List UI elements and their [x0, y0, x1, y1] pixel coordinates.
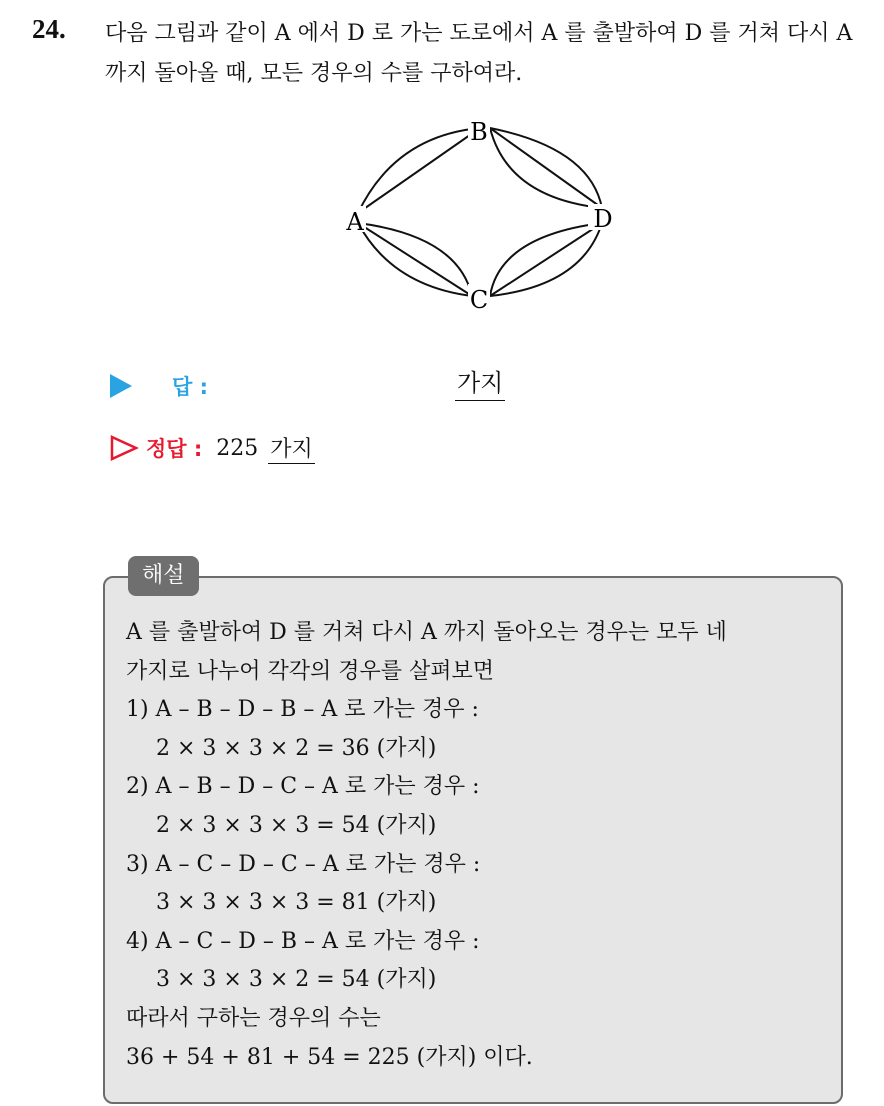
road-diagram — [340, 118, 630, 318]
node-label-b: B — [470, 118, 488, 146]
solution-line: 1) A – B – D – B – A 로 가는 경우 : — [126, 697, 479, 723]
road-a-c-2 — [358, 223, 472, 296]
answer-unit: 가지 — [455, 366, 505, 401]
correct-answer-value: 225 — [216, 435, 259, 461]
solution-line: 36 + 54 + 81 + 54 = 225 (가지) 이다. — [126, 1044, 533, 1070]
solution-line: 2 × 3 × 3 × 3 = 54 (가지) — [156, 812, 437, 838]
solution-tag: 해설 — [128, 556, 199, 596]
road-edges — [358, 128, 602, 296]
question-number: 24. — [32, 14, 66, 44]
solution-line: 따라서 구하는 경우의 수는 — [126, 1005, 381, 1031]
solution-line: 2 × 3 × 3 × 2 = 36 (가지) — [156, 735, 437, 761]
solution-line: 4) A – C – D – B – A 로 가는 경우 : — [126, 928, 480, 954]
solution-line: 2) A – B – D – C – A 로 가는 경우 : — [126, 774, 480, 800]
node-label-a: A — [346, 208, 364, 236]
solution-line: A 를 출발하여 D 를 거쳐 다시 A 까지 돌아오는 경우는 모두 네 — [126, 620, 727, 645]
node-label-d: D — [593, 205, 613, 233]
road-c-d-2 — [490, 223, 602, 296]
solution-line: 3 × 3 × 3 × 3 = 81 (가지) — [156, 890, 437, 916]
correct-answer-row — [110, 430, 315, 466]
solution-line: 가지로 나누어 각각의 경우를 살펴보면 — [126, 658, 495, 684]
outline-triangle-icon — [110, 435, 140, 461]
question-text: 다음 그림과 같이 A 에서 D 로 가는 도로에서 A 를 출발하여 D 를 거쳐 다시 A 까지 돌아올 때, 모든 경우의 수를 구하여라. — [105, 21, 853, 86]
answer-row — [110, 366, 208, 406]
road-a-b-2 — [358, 128, 480, 213]
solution-line: 3 × 3 × 3 × 2 = 54 (가지) — [156, 967, 437, 993]
answer-label: 답 : — [172, 375, 208, 399]
road-b-d-2 — [490, 128, 602, 208]
solution-text — [126, 614, 836, 1077]
correct-answer-unit: 가지 — [268, 432, 315, 464]
node-label-c: C — [469, 286, 489, 314]
solution-line: 3) A – C – D – C – A 로 가는 경우 : — [126, 851, 481, 877]
play-triangle-icon — [110, 374, 132, 398]
correct-answer-label: 정답 : — [146, 437, 203, 461]
